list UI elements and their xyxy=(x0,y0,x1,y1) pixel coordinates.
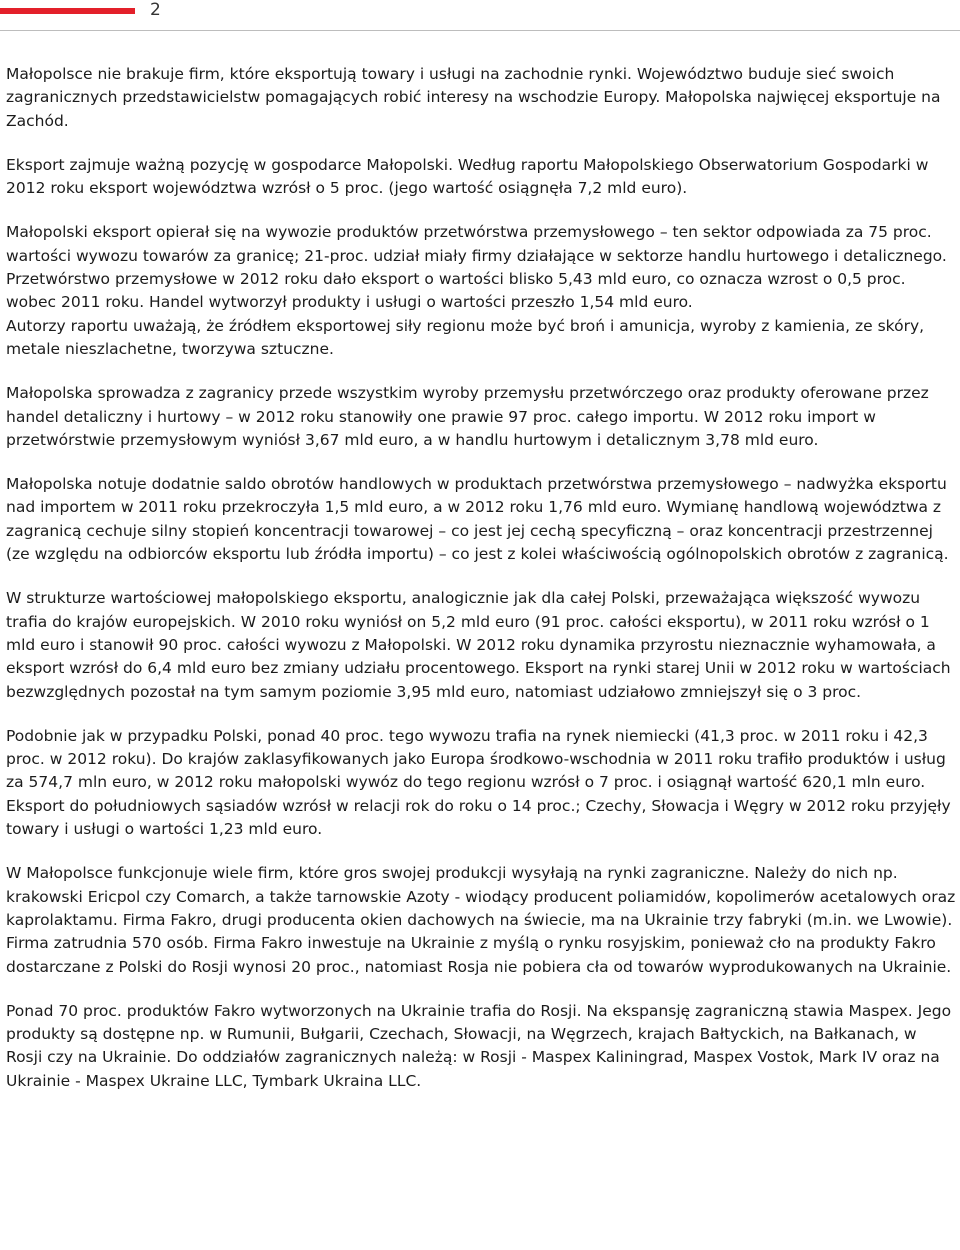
page-number: 2 xyxy=(150,0,161,20)
paragraph-export-europe: W strukturze wartościowej małopolskiego eksportu, analogicznie jak dla całej Polski, przeważająca większość wywozu trafia do krajów europejskich. W 2010 roku wyniósł on 5,2 mld euro (91 proc. całości eksportu), w 2011 roku wzrósł o 1 mld euro i stanowił 90 proc. całości wywozu z Małopolski. W 2012 roku dynamika przyrostu nieznacznie wyhamowała, a eksport wzrósł do 6,4 mld euro bez zmiany udziału procentowego. Eksport na rynki starej Unii w 2012 roku w wartościach bezwzględnych pozostał na tym samym poziomie 3,95 mld euro, natomiast udziałowo zmniejszył się o 3 proc. xyxy=(6,589,951,701)
paragraph-export-structure: Małopolski eksport opierał się na wywozie produktów przetwórstwa przemysłowego – ten sektor odpowiada za 75 proc. wartości wywozu towarów za granicę; 21-proc. udział miały firmy działające w sektorze handlu hurtowego i detalicznego. Przetwórstwo przemysłowe w 2012 roku dało eksport o wartości blisko 5,43 mld euro, co oznacza wzrost o 0,5 proc. wobec 2011 roku. Handel wytworzył produkty i usługi o wartości przeszło 1,54 mld euro. xyxy=(6,223,947,312)
accent-bar xyxy=(0,8,135,14)
article-body xyxy=(6,63,956,1093)
paragraph-trade-balance: Małopolska notuje dodatnie saldo obrotów handlowych w produktach przetwórstwa przemysłowego – nadwyżka eksportu nad importem w 2011 roku przekroczyła 1,5 mld euro, a w 2012 roku 1,76 mld euro. Wymianę handlową województwa z zagranicą cechuje silny stopień koncentracji towarowej – co jest jej cechą specyficzną – oraz koncentracji przestrzennej (ze względu na odbiorców eksportu lub źródła importu) – co jest z kolei właściwością ogólnopolskich obrotów z zagranicą. xyxy=(6,475,949,564)
paragraph-intro: Małopolsce nie brakuje firm, które eksportują towary i usługi na zachodnie rynki. Województwo buduje sieć swoich zagranicznych przedstawicielstw pomagających robić interesy na wschodzie Europy. Małopolska najwięcej eksportuje na Zachód. xyxy=(6,65,941,130)
page-header xyxy=(0,0,960,30)
paragraph-companies: W Małopolsce funkcjonuje wiele firm, które gros swojej produkcji wysyłają na rynki zagraniczne. Należy do nich np. krakowski Ericpol czy Comarch, a także tarnowskie Azoty - wiodący producent poliamidów, kopolimerów acetalowych oraz kaprolaktamu. Firma Fakro, drugi producenta okien dachowych na świecie, ma na Ukrainie trzy fabryki (m.in. we Lwowie). Firma zatrudnia 570 osób. Firma Fakro inwestuje na Ukrainie z myślą o rynku rosyjskim, ponieważ cło na produkty Fakro dostarczane z Polski do Rosji wynosi 20 proc., natomiast Rosja nie pobiera cła od towarów wyprodukowanych na Ukrainie. xyxy=(6,864,956,976)
header-divider xyxy=(0,30,960,31)
paragraph-export-sources: Autorzy raportu uważają, że źródłem eksportowej siły regionu może być broń i amunicja, wyroby z kamienia, ze skóry, metale nieszlachetne, tworzywa sztuczne. xyxy=(6,316,925,358)
paragraph-fakro-maspex: Ponad 70 proc. produktów Fakro wytworzonych na Ukrainie trafia do Rosji. Na ekspansję zagraniczną stawia Maspex. Jego produkty są dostępne np. w Rumunii, Bułgarii, Czechach, Słowacji, na Węgrzech, krajach Bałtyckich, na Bałkanach, w Rosji czy na Ukrainie. Do oddziałów zagranicznych należą: w Rosji - Maspex Kaliningrad, Maspex Vostok, Mark IV oraz na Ukrainie - Maspex Ukraine LLC, Tymbark Ukraina LLC. xyxy=(6,1001,952,1090)
paragraph-germany-cee: Podobnie jak w przypadku Polski, ponad 40 proc. tego wywozu trafia na rynek niemiecki (41,3 proc. w 2011 roku i 42,3 proc. w 2012 roku). Do krajów zaklasyfikowanych jako Europa środkowo-wschodnia w 2011 roku trafiło produktów i usług za 574,7 mln euro, w 2012 roku małopolski wywóz do tego regionu wzrósł o 7 proc. i osiągnął wartość 620,1 mln euro. Eksport do południowych sąsiadów wzrósł w relacji rok do roku o 14 proc.; Czechy, Słowacja i Węgry w 2012 roku przyjęły towary i usługi o wartości 1,23 mld euro. xyxy=(6,726,951,839)
paragraph-imports: Małopolska sprowadza z zagranicy przede wszystkim wyroby przemysłu przetwórczego oraz produkty oferowane przez handel detaliczny i hurtowy – w 2012 roku stanowiły one prawie 97 proc. całego importu. W 2012 roku import w przetwórstwie przemysłowym wyniósł 3,67 mld euro, a w handlu hurtowym i detalicznym 3,78 mld euro. xyxy=(6,384,929,449)
paragraph-export-position: Eksport zajmuje ważną pozycję w gospodarce Małopolski. Według raportu Małopolskiego Obserwatorium Gospodarki w 2012 roku eksport województwa wzrósł o 5 proc. (jego wartość osiągnęła 7,2 mld euro). xyxy=(6,155,929,198)
